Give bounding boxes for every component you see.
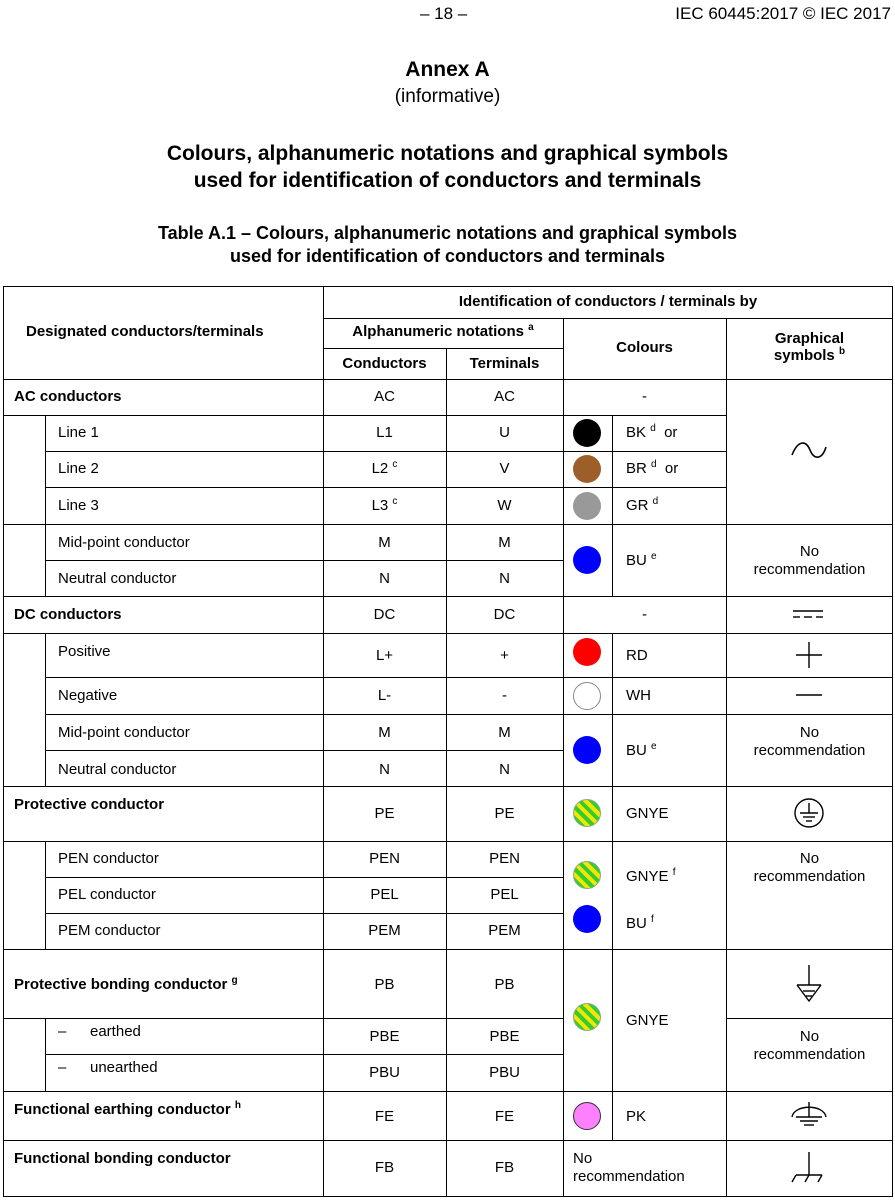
no-rec-line1: No bbox=[799, 543, 820, 560]
ac-symbol-icon bbox=[792, 443, 826, 457]
note-ref: h bbox=[234, 1100, 241, 1111]
note-ref: c bbox=[392, 496, 398, 507]
header-graphical-line2: symbols bbox=[773, 347, 835, 364]
header-alphanumeric-label: Alphanumeric notations bbox=[352, 323, 524, 340]
row-ac-neutral-label: Neutral conductor bbox=[58, 570, 177, 587]
row-pe-colour: GNYE bbox=[626, 805, 669, 822]
protective-earth-icon bbox=[795, 799, 823, 827]
row-pen-label: PEN conductor bbox=[58, 850, 159, 867]
colour-suffix: or bbox=[664, 460, 679, 477]
note-ref: d bbox=[650, 423, 656, 434]
row-pem-label: PEM conductor bbox=[58, 922, 161, 939]
row-dc-mid-cond: M bbox=[378, 724, 391, 741]
no-rec-line1: No bbox=[799, 850, 820, 867]
row-pen-cond: PEN bbox=[369, 850, 400, 867]
row-negative-colour: WH bbox=[626, 687, 651, 704]
row-ac-neutral-cond: N bbox=[379, 570, 390, 587]
row-dc-neutral-colour bbox=[626, 742, 657, 760]
table-caption-line1: Table A.1 – Colours, alphanumeric notations and graphical symbols bbox=[157, 223, 738, 243]
annex-subtitle: (informative) bbox=[394, 86, 501, 107]
note-ref: a bbox=[528, 322, 534, 333]
row-positive-cond: L+ bbox=[375, 647, 394, 664]
grey-colour-dot bbox=[573, 492, 601, 520]
row-negative-cond: L- bbox=[377, 687, 392, 704]
row-ac-term: AC bbox=[494, 388, 515, 405]
row-line3-colour bbox=[626, 497, 658, 515]
no-rec-line2: recommendation bbox=[753, 742, 866, 759]
note-ref: f bbox=[672, 867, 676, 878]
header-alphanumeric bbox=[323, 323, 563, 341]
row-line2-colour bbox=[626, 460, 678, 478]
row-pem-cond: PEM bbox=[368, 922, 401, 939]
header-identification: Identification of conductors / terminals by bbox=[458, 293, 758, 310]
red-colour-dot bbox=[573, 638, 601, 666]
white-colour-dot bbox=[573, 682, 601, 710]
row-dc-cond: DC bbox=[373, 606, 396, 623]
brown-colour-dot bbox=[573, 455, 601, 483]
blue-colour-dot bbox=[573, 736, 601, 764]
green-yellow-colour-dot bbox=[573, 1003, 601, 1031]
row-ac-label: AC conductors bbox=[14, 388, 122, 405]
note-ref: d bbox=[651, 459, 657, 470]
row-dc-mid-label: Mid-point conductor bbox=[58, 724, 190, 741]
positive-symbol-icon bbox=[796, 642, 822, 668]
row-positive-term: + bbox=[500, 647, 509, 664]
row-pb-term: PB bbox=[494, 976, 515, 993]
row-pb-cond: PB bbox=[374, 976, 395, 993]
row-dc-mid-term: M bbox=[498, 724, 511, 741]
row-line3-cond bbox=[323, 497, 446, 515]
row-dc-label: DC conductors bbox=[14, 606, 122, 623]
row-dc-colour: - bbox=[642, 606, 647, 623]
annex-title: Annex A bbox=[405, 58, 490, 81]
row-ac-colour: - bbox=[642, 388, 647, 405]
row-ac-mid-term: M bbox=[498, 534, 511, 551]
note-ref: f bbox=[651, 914, 654, 925]
row-pbe-dash: – bbox=[58, 1023, 67, 1040]
row-ac-mid-cond: M bbox=[378, 534, 391, 551]
fb-colour-line2: recommendation bbox=[573, 1168, 685, 1185]
cond-code: L3 bbox=[371, 497, 389, 514]
row-fb-term: FB bbox=[494, 1159, 515, 1176]
row-positive-label: Positive bbox=[58, 643, 111, 660]
annex-heading-line1: Colours, alphanumeric notations and graphical symbols bbox=[166, 142, 729, 165]
no-recommendation bbox=[726, 850, 893, 886]
row-pbu-label: unearthed bbox=[90, 1059, 158, 1076]
header-terminals: Terminals bbox=[469, 355, 540, 372]
blue-colour-dot bbox=[573, 905, 601, 933]
standard-reference: IEC 60445:2017 © IEC 2017 bbox=[675, 4, 891, 23]
row-fe-cond: FE bbox=[374, 1108, 395, 1125]
row-dc-term: DC bbox=[493, 606, 516, 623]
row-line2-term: V bbox=[499, 460, 510, 477]
page-number: – 18 – bbox=[420, 4, 468, 23]
row-pe-cond: PE bbox=[374, 805, 395, 822]
functional-bonding-icon bbox=[792, 1152, 822, 1182]
table-caption-line2: used for identification of conductors and terminals bbox=[229, 246, 666, 266]
no-recommendation bbox=[726, 543, 893, 579]
pink-colour-dot bbox=[573, 1102, 601, 1130]
note-ref: c bbox=[392, 459, 398, 470]
green-yellow-colour-dot bbox=[573, 861, 601, 889]
row-negative-term: - bbox=[502, 687, 507, 704]
black-colour-dot bbox=[573, 419, 601, 447]
row-line3-label: Line 3 bbox=[58, 497, 99, 514]
header-designated: Designated conductors/terminals bbox=[26, 323, 264, 340]
protective-bonding-icon bbox=[797, 965, 821, 1001]
note-ref: b bbox=[838, 346, 846, 357]
row-dc-neutral-label: Neutral conductor bbox=[58, 761, 177, 778]
row-pel-term: PEL bbox=[490, 886, 519, 903]
row-pe-label: Protective conductor bbox=[14, 796, 165, 813]
row-line2-cond bbox=[323, 460, 446, 478]
header-graphical-line1: Graphical bbox=[774, 330, 845, 347]
row-pbu-dash: – bbox=[58, 1059, 67, 1076]
row-line2-label: Line 2 bbox=[58, 460, 99, 477]
colour-code: GR bbox=[626, 497, 649, 514]
row-fb-label: Functional bonding conductor bbox=[14, 1150, 231, 1167]
row-fe-colour: PK bbox=[626, 1108, 647, 1125]
annex-heading-line2: used for identification of conductors and terminals bbox=[193, 169, 702, 192]
row-fe-label bbox=[14, 1101, 241, 1119]
no-rec-line2: recommendation bbox=[753, 561, 866, 578]
row-line1-term: U bbox=[499, 424, 510, 441]
pb-label-text: Protective bonding conductor bbox=[14, 976, 228, 993]
colour-code: BU bbox=[626, 552, 647, 569]
note-ref: e bbox=[651, 551, 657, 562]
row-pbe-label: earthed bbox=[90, 1023, 141, 1040]
blue-colour-dot bbox=[573, 546, 601, 574]
row-pbu-cond: PBU bbox=[369, 1064, 400, 1081]
row-ac-neutral-colour bbox=[626, 552, 657, 570]
row-pel-label: PEL conductor bbox=[58, 886, 156, 903]
row-pbu-term: PBU bbox=[489, 1064, 520, 1081]
row-line1-colour bbox=[626, 424, 677, 442]
fe-label-text: Functional earthing conductor bbox=[14, 1101, 231, 1118]
row-ac-cond: AC bbox=[374, 388, 395, 405]
row-ac-neutral-term: N bbox=[499, 570, 510, 587]
row-pbe-term: PBE bbox=[489, 1028, 520, 1045]
colour-code: BK bbox=[626, 424, 647, 441]
fb-colour-line1: No bbox=[573, 1150, 593, 1167]
note-ref: d bbox=[652, 496, 659, 507]
header-colours: Colours bbox=[616, 339, 673, 356]
row-line1-cond: L1 bbox=[376, 424, 393, 441]
dc-symbol-icon bbox=[793, 611, 823, 617]
row-fb-cond: FB bbox=[374, 1159, 395, 1176]
row-dc-neutral-cond: N bbox=[379, 761, 390, 778]
row-pem-colour bbox=[626, 915, 654, 933]
row-positive-colour: RD bbox=[626, 647, 648, 664]
colour-code: BU bbox=[626, 742, 647, 759]
note-ref: g bbox=[231, 975, 238, 986]
row-pel-cond: PEL bbox=[370, 886, 399, 903]
green-yellow-colour-dot bbox=[573, 799, 601, 827]
no-rec-line1: No bbox=[799, 724, 820, 741]
header-graphical bbox=[726, 330, 893, 364]
row-pen-term: PEN bbox=[489, 850, 520, 867]
functional-earth-icon bbox=[792, 1102, 826, 1125]
header-conductors: Conductors bbox=[342, 355, 427, 372]
row-pe-term: PE bbox=[494, 805, 515, 822]
row-pb-label bbox=[14, 976, 238, 994]
row-pbe-cond: PBE bbox=[369, 1028, 400, 1045]
row-fe-term: FE bbox=[494, 1108, 515, 1125]
colour-code: GNYE bbox=[626, 868, 669, 885]
row-line3-term: W bbox=[497, 497, 512, 514]
no-recommendation bbox=[726, 1028, 893, 1064]
row-fb-colour bbox=[573, 1150, 685, 1186]
row-pem-term: PEM bbox=[488, 922, 521, 939]
row-dc-neutral-term: N bbox=[499, 761, 510, 778]
no-rec-line1: No bbox=[799, 1028, 820, 1045]
row-ac-mid-label: Mid-point conductor bbox=[58, 534, 190, 551]
colour-suffix: or bbox=[664, 424, 678, 441]
cond-code: L2 bbox=[371, 460, 389, 477]
note-ref: e bbox=[651, 741, 657, 752]
row-pb-colour: GNYE bbox=[626, 1012, 669, 1029]
no-rec-line2: recommendation bbox=[753, 868, 866, 885]
row-line1-label: Line 1 bbox=[58, 424, 99, 441]
no-recommendation bbox=[726, 724, 893, 760]
colour-code: BR bbox=[626, 460, 647, 477]
row-negative-label: Negative bbox=[58, 687, 118, 704]
row-pen-colour bbox=[626, 868, 675, 886]
no-rec-line2: recommendation bbox=[753, 1046, 866, 1063]
colour-code: BU bbox=[626, 915, 647, 932]
